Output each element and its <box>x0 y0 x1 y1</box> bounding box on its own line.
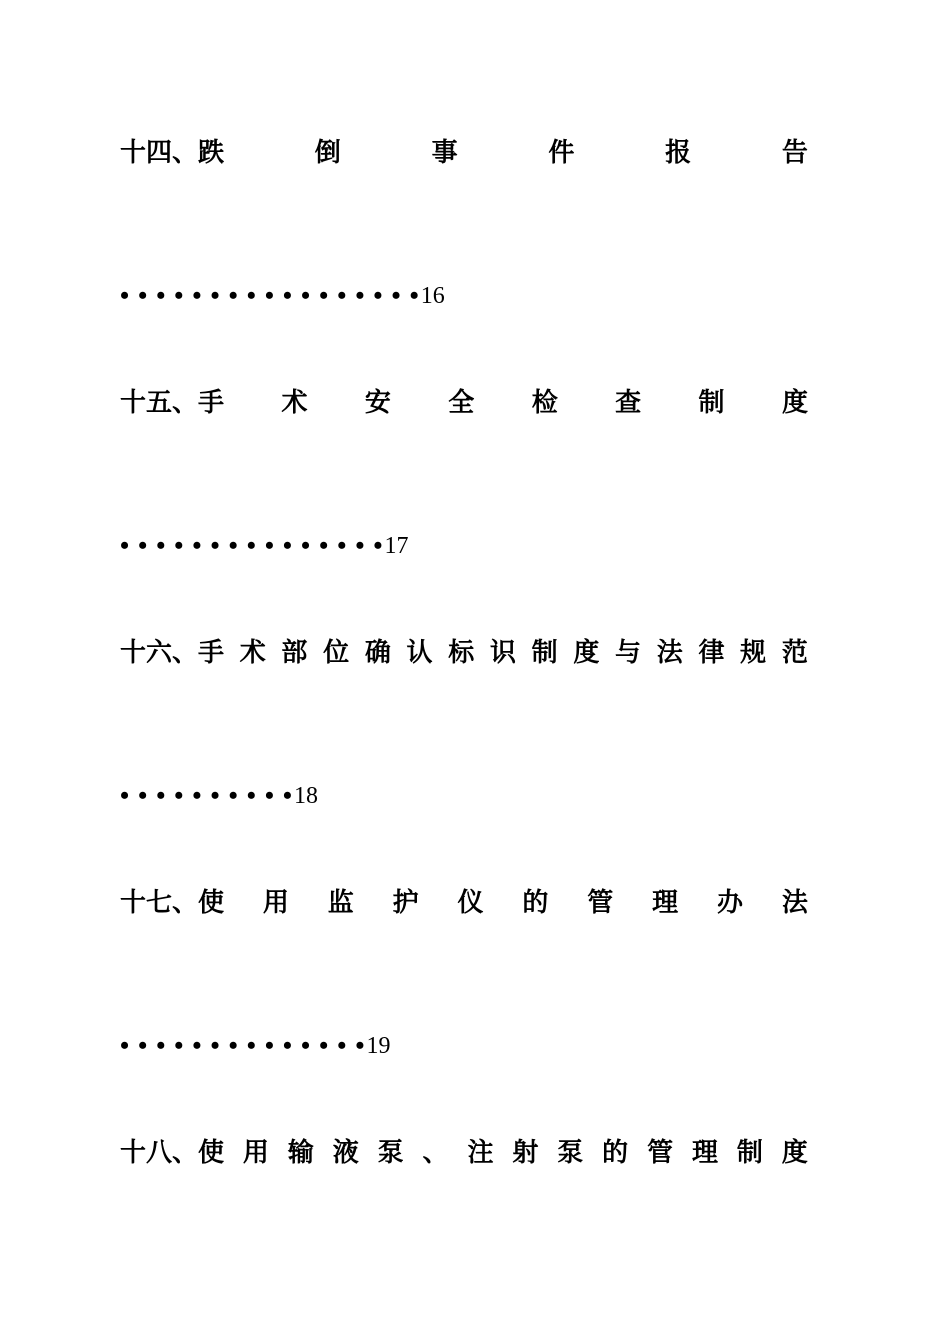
title-char: 办 <box>717 887 744 918</box>
title-char: 理 <box>691 1137 718 1168</box>
dot-leader: •••••••••••••• <box>120 1031 374 1060</box>
title-char: 位 <box>323 637 350 668</box>
title-char: 制 <box>698 387 725 418</box>
title-char: 告 <box>781 137 808 168</box>
title-char: 射 <box>512 1137 539 1168</box>
page-number[interactable]: 19 <box>366 1032 391 1059</box>
title-char: 件 <box>548 137 575 168</box>
dot-leader: •••••••••• <box>120 781 302 810</box>
toc-title-text <box>198 1132 808 1169</box>
toc-title-text <box>198 882 808 919</box>
title-char: 倒 <box>314 137 341 168</box>
title-char: 手 <box>198 387 225 418</box>
title-char: 制 <box>736 1137 763 1168</box>
title-char: 识 <box>489 637 516 668</box>
title-char: 报 <box>665 137 692 168</box>
title-char: 法 <box>656 637 683 668</box>
toc-title-text <box>198 382 808 419</box>
title-char: 度 <box>781 1137 808 1168</box>
title-char: 跌 <box>198 137 225 168</box>
page-number[interactable]: 17 <box>384 532 409 559</box>
toc-leader-line <box>120 1028 390 1064</box>
title-char: 术 <box>281 387 308 418</box>
title-char: 泵 <box>377 1137 404 1168</box>
page-number[interactable]: 16 <box>420 282 445 309</box>
toc-number: 十七、 <box>120 887 199 918</box>
toc-number: 十八、 <box>120 1137 199 1168</box>
toc-title[interactable] <box>120 380 808 420</box>
title-char: 用 <box>262 887 289 918</box>
title-char: 安 <box>364 387 391 418</box>
toc-title[interactable] <box>120 630 808 670</box>
title-char: 部 <box>281 637 308 668</box>
toc-title[interactable] <box>120 1130 808 1170</box>
title-char: 术 <box>239 637 266 668</box>
title-char: 标 <box>448 637 475 668</box>
title-char: 注 <box>467 1137 494 1168</box>
title-char: 范 <box>781 637 808 668</box>
toc-title[interactable] <box>120 130 808 170</box>
page-number[interactable]: 18 <box>294 782 319 809</box>
toc-title-text <box>198 632 808 669</box>
title-char: 与 <box>615 637 642 668</box>
title-char: 律 <box>698 637 725 668</box>
title-char: 液 <box>332 1137 359 1168</box>
title-char: 理 <box>652 887 679 918</box>
title-char: 管 <box>647 1137 674 1168</box>
title-char: 泵 <box>557 1137 584 1168</box>
title-char: 确 <box>364 637 391 668</box>
toc-leader-line <box>120 778 318 814</box>
title-char: 检 <box>531 387 558 418</box>
title-char: 使 <box>198 887 225 918</box>
toc-title[interactable] <box>120 880 808 920</box>
title-char: 规 <box>740 637 767 668</box>
toc-number: 十四、 <box>120 137 199 168</box>
title-char: 管 <box>587 887 614 918</box>
toc-number: 十五、 <box>120 387 199 418</box>
title-char: 监 <box>327 887 354 918</box>
title-char: 手 <box>198 637 225 668</box>
title-char: 使 <box>198 1137 225 1168</box>
dot-leader: ••••••••••••••••• <box>120 281 428 310</box>
title-char: 的 <box>522 887 549 918</box>
title-char: 度 <box>573 637 600 668</box>
title-char: 法 <box>781 887 808 918</box>
title-char: 的 <box>602 1137 629 1168</box>
title-char: 、 <box>422 1137 449 1168</box>
toc-number: 十六、 <box>120 637 199 668</box>
title-char: 仪 <box>457 887 484 918</box>
title-char: 制 <box>531 637 558 668</box>
title-char: 度 <box>781 387 808 418</box>
toc-title-text <box>198 132 808 169</box>
dot-leader: ••••••••••••••• <box>120 531 392 560</box>
title-char: 全 <box>448 387 475 418</box>
toc-leader-line <box>120 278 445 314</box>
title-char: 护 <box>392 887 419 918</box>
title-char: 事 <box>431 137 458 168</box>
title-char: 认 <box>406 637 433 668</box>
title-char: 用 <box>242 1137 269 1168</box>
toc-leader-line <box>120 528 409 564</box>
title-char: 查 <box>615 387 642 418</box>
title-char: 输 <box>287 1137 314 1168</box>
